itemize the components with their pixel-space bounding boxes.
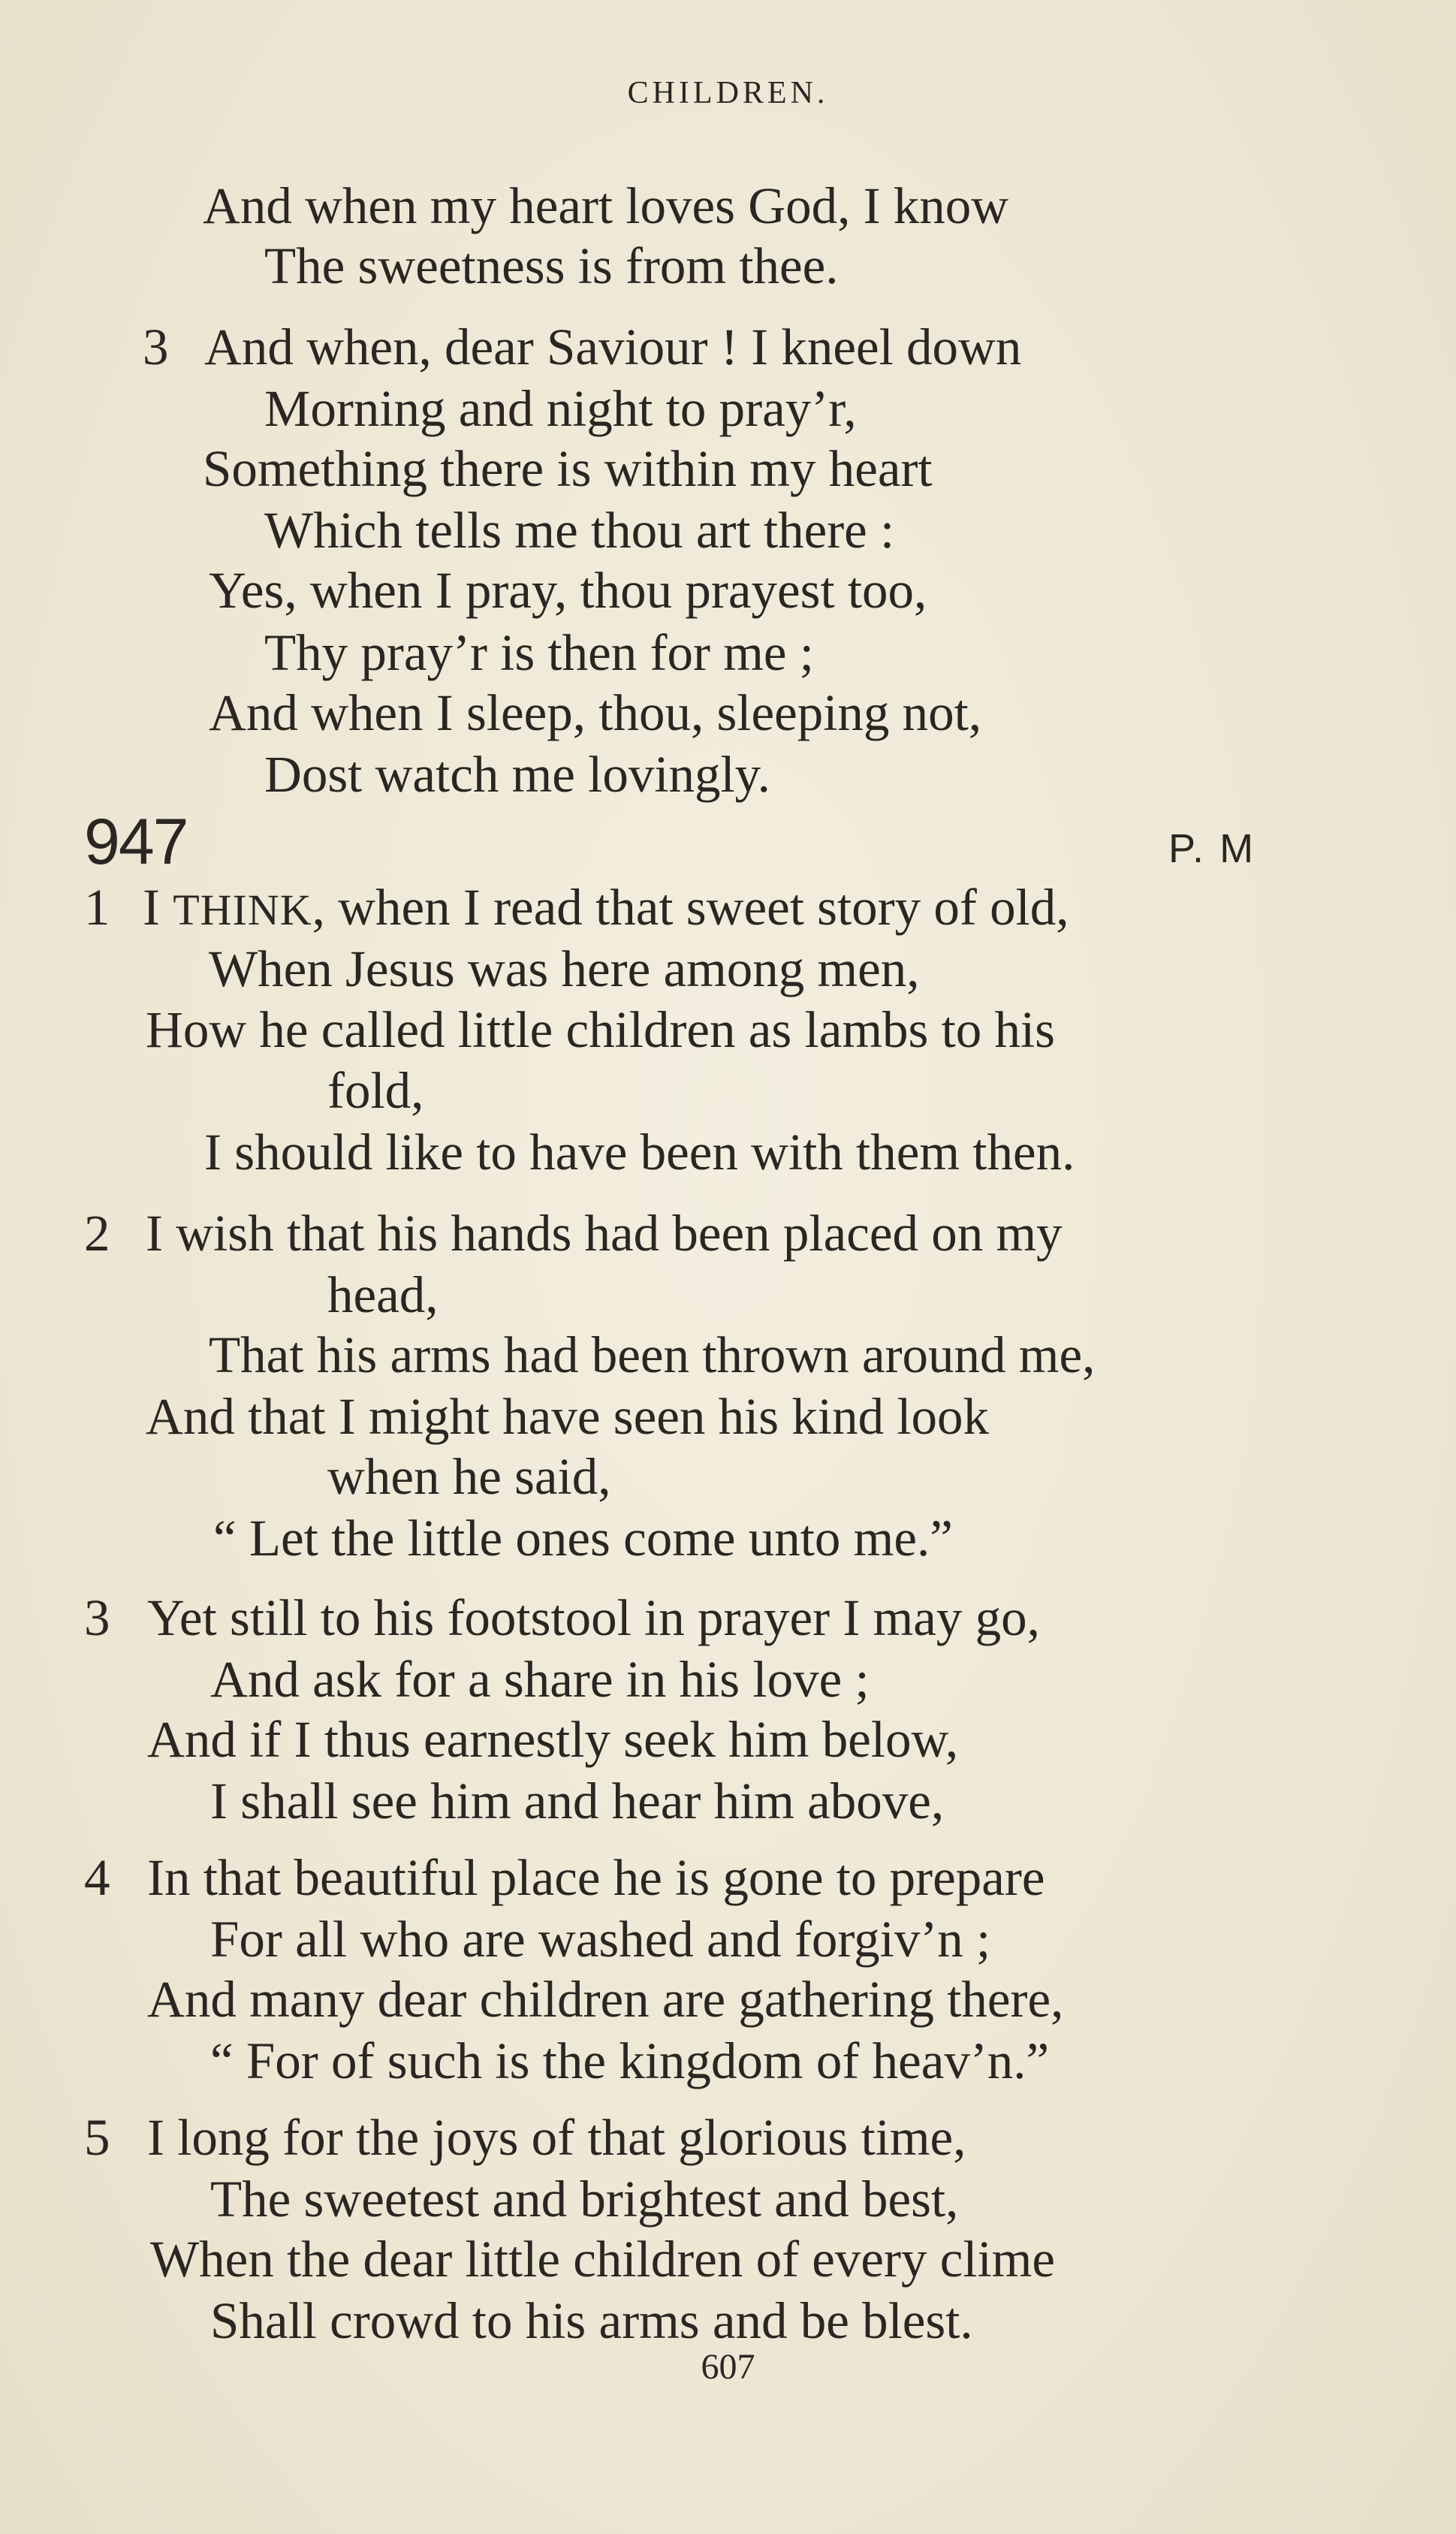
verse-line: Morning and night to pray’r, bbox=[264, 380, 857, 437]
verse-number: 2 bbox=[84, 1205, 110, 1262]
verse-line: For all who are washed and forgiv’n ; bbox=[210, 1911, 991, 1968]
verse-line: That his arms had been thrown around me, bbox=[209, 1326, 1096, 1383]
verse-line: I shall see him and hear him above, bbox=[210, 1772, 945, 1830]
verse-line: And ask for a share in his love ; bbox=[210, 1651, 870, 1708]
verse-line: The sweetest and brightest and best, bbox=[210, 2170, 959, 2228]
verse-line: And when my heart loves God, I know bbox=[203, 177, 1009, 234]
verse-line: Something there is within my heart bbox=[203, 440, 933, 497]
verse-number: 4 bbox=[84, 1849, 110, 1906]
verse-line: And when I sleep, thou, sleeping not, bbox=[209, 684, 982, 741]
verse-line: fold, bbox=[327, 1062, 424, 1119]
verse-line: Which tells me thou art there : bbox=[264, 502, 895, 559]
verse-line: “ For of such is the kingdom of heav’n.” bbox=[210, 2032, 1050, 2089]
hymn-number: 947 bbox=[84, 806, 188, 878]
verse-number: 3 bbox=[143, 318, 169, 376]
verse-number: 3 bbox=[84, 1589, 110, 1646]
verse-line: And when, dear Saviour ! I kneel down bbox=[204, 318, 1022, 376]
verse-line: The sweetness is from thee. bbox=[264, 237, 839, 294]
verse-line: Yes, when I pray, thou prayest too, bbox=[209, 562, 927, 619]
verse-line: I should like to have been with them then. bbox=[204, 1124, 1075, 1181]
verse-line: Dost watch me lovingly. bbox=[264, 746, 770, 803]
verse-first-caps: THINK bbox=[173, 885, 312, 934]
verse-number: 5 bbox=[84, 2109, 110, 2166]
verse-line: I long for the joys of that glorious time, bbox=[147, 2109, 966, 2166]
verse-line: And if I thus earnestly seek him below, bbox=[147, 1711, 959, 1768]
verse-first-line bbox=[143, 879, 1069, 936]
verse-line: head, bbox=[327, 1266, 439, 1323]
verse-line: I wish that his hands had been placed on my bbox=[146, 1205, 1063, 1262]
page-number: 607 bbox=[701, 2347, 755, 2387]
verse-first-word: I bbox=[143, 879, 160, 936]
meter-label: P. M bbox=[1168, 826, 1256, 871]
verse-first-rest: , when I read that sweet story of old, bbox=[312, 879, 1069, 936]
verse-line: Shall crowd to his arms and be blest. bbox=[210, 2292, 973, 2349]
verse-line: When the dear little children of every clime bbox=[150, 2231, 1056, 2288]
verse-line: Thy pray’r is then for me ; bbox=[264, 624, 814, 681]
running-head: CHILDREN. bbox=[627, 76, 829, 110]
verse-line: How he called little children as lambs to his bbox=[146, 1001, 1056, 1058]
verse-line: “ Let the little ones come unto me.” bbox=[213, 1510, 953, 1567]
verse-line: In that beautiful place he is gone to prepare bbox=[147, 1849, 1045, 1906]
verse-number: 1 bbox=[84, 879, 110, 936]
verse-line: And many dear children are gathering there, bbox=[147, 1971, 1064, 2028]
verse-line: And that I might have seen his kind look bbox=[146, 1388, 990, 1445]
verse-line: When Jesus was here among men, bbox=[209, 940, 920, 997]
verse-line: when he said, bbox=[327, 1448, 611, 1505]
verse-line: Yet still to his footstool in prayer I may go, bbox=[147, 1589, 1040, 1646]
